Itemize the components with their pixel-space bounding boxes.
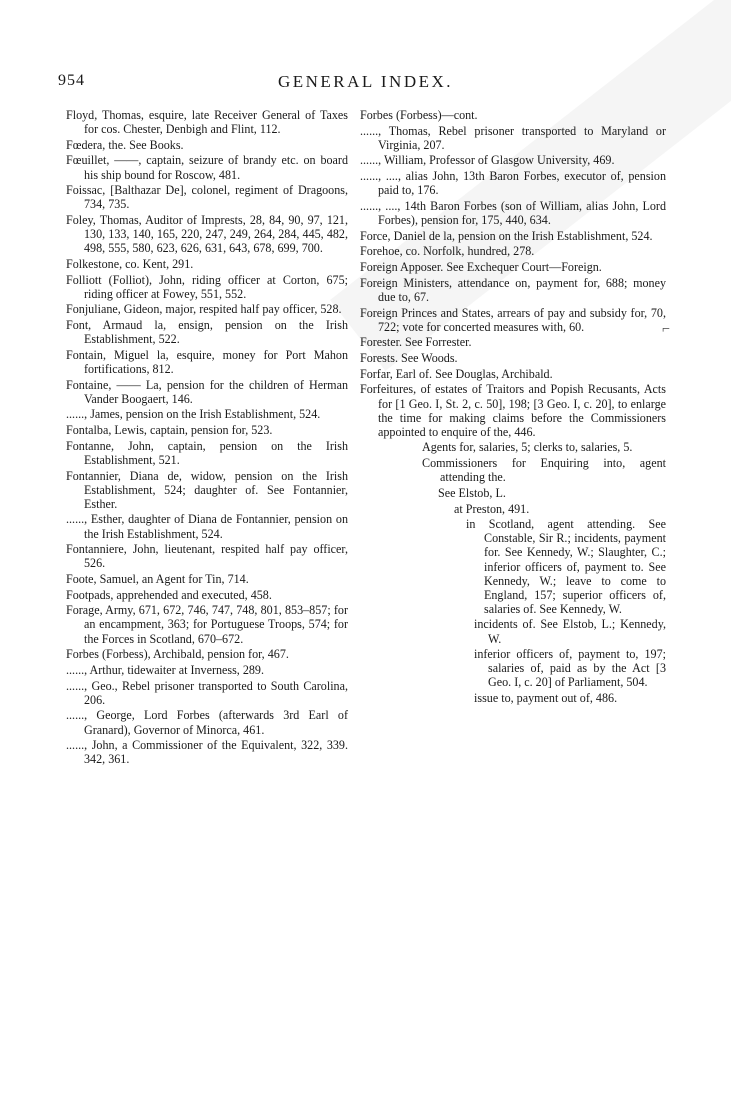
- index-entry: Forbes (Forbess)—cont.: [360, 108, 478, 122]
- index-entry: Forests. See Woods.: [360, 351, 458, 366]
- index-subentry: at Preston, 491.: [454, 501, 530, 516]
- index-subentry: See Elstob, L.: [438, 485, 506, 500]
- index-entry: Forage, Army, 671, 672, 746, 747, 748, 801, 853–857; for an encampment, 363; for Portuguese Troops, 574; for the Forces in Scotland, 670–672.: [66, 603, 348, 646]
- index-entry: Fontalba, Lewis, captain, pension for, 523.: [66, 423, 273, 438]
- index-entry: ......, William, Professor of Glasgow University, 469.: [360, 153, 615, 168]
- index-entry: Fontanne, John, captain, pension on the Irish Establishment, 521.: [66, 438, 348, 467]
- index-entry: Fontannier, Diana de, widow, pension on the Irish Establishment, 524; daughter of. See Fontannier, Esther.: [66, 468, 348, 511]
- index-entry: Foreign Apposer. See Exchequer Court—Foreign.: [360, 260, 602, 275]
- index-entry: Forfeitures, of estates of Traitors and Popish Recusants, Acts for [1 Geo. I, St. 2, c. 50], 198; [3 Geo. I, c. 20], to enlarge the time for making claims before the Commissioners appointed to enquire of the, 446.: [360, 382, 666, 439]
- index-entry: Fontain, Miguel la, esquire, money for Port Mahon fortifications, 812.: [66, 347, 348, 376]
- index-entry: Foote, Samuel, an Agent for Tin, 714.: [66, 572, 249, 586]
- margin-tick-mark: ⌐: [662, 322, 670, 337]
- page-title: GENERAL INDEX.: [277, 72, 454, 91]
- index-entry: Fontanniere, John, lieutenant, respited half pay officer, 526.: [66, 542, 348, 571]
- right-column: [360, 108, 666, 707]
- index-entry: Font, Armaud la, ensign, pension on the Irish Establishment, 522.: [66, 318, 348, 347]
- index-entry: Foreign Princes and States, arrears of pay and subsidy for, 70, 722; vote for concerted measures with, 60.: [360, 305, 666, 334]
- index-entry: ......, Geo., Rebel prisoner transported to South Carolina, 206.: [66, 678, 348, 707]
- index-subentry: issue to, payment out of, 486.: [474, 691, 618, 706]
- index-entry: ......, Esther, daughter of Diana de Fontannier, pension on the Irish Establishment, 524.: [66, 512, 348, 541]
- page-number: 954: [58, 72, 85, 89]
- index-entry: Footpads, apprehended and executed, 458.: [66, 587, 272, 602]
- index-entry: Force, Daniel de la, pension on the Irish Establishment, 524.: [360, 228, 653, 243]
- index-subentry: Commissioners for Enquiring into, agent attending the.: [422, 456, 666, 485]
- index-entry: ......, George, Lord Forbes (afterwards 3rd Earl of Granard), Governor of Minorca, 461.: [66, 708, 348, 737]
- index-entry: Folkestone, co. Kent, 291.: [66, 256, 194, 271]
- index-entry: Fonjuliane, Gideon, major, respited half pay officer, 528.: [66, 302, 342, 317]
- index-entry: ......, John, a Commissioner of the Equivalent, 322, 339. 342, 361.: [66, 738, 348, 767]
- page-header: [56, 72, 675, 96]
- index-entry: Fœdera, the. See Books.: [66, 137, 184, 152]
- index-entry: Folliott (Folliot), John, riding officer at Corton, 675; riding officer at Fowey, 551, 552.: [66, 272, 348, 301]
- index-entry: ......, ...., alias John, 13th Baron Forbes, executor of, pension paid to, 176.: [360, 169, 666, 198]
- index-entry: Forbes (Forbess), Archibald, pension for, 467.: [66, 647, 289, 662]
- index-entry: ......, James, pension on the Irish Establishment, 524.: [66, 407, 321, 422]
- index-entry: Foissac, [Balthazar De], colonel, regiment of Dragoons, 734, 735.: [66, 183, 348, 212]
- index-entry: Fontaine, —— La, pension for the children of Herman Vander Boogaert, 146.: [66, 377, 348, 406]
- index-subentry: inferior officers of, payment to, 197; salaries of, paid as by the Act [3 Geo. I, c. 20] of Parliament, 504.: [474, 647, 666, 690]
- index-entry: Foreign Ministers, attendance on, payment for, 688; money due to, 67.: [360, 275, 666, 304]
- index-entry: ......, ...., 14th Baron Forbes (son of William, alias John, Lord Forbes), pension for, 175, 440, 634.: [360, 198, 666, 228]
- index-entry: Forfar, Earl of. See Douglas, Archibald.: [360, 366, 553, 381]
- index-subentry: incidents of. See Elstob, L.; Kennedy, W.: [474, 617, 666, 646]
- index-entry: Floyd, Thomas, esquire, late Receiver General of Taxes for cos. Chester, Denbigh and Flint, 112.: [66, 108, 348, 137]
- left-column: [66, 108, 348, 768]
- index-entry: ......, Arthur, tidewaiter at Inverness, 289.: [66, 662, 265, 677]
- index-entry: Foley, Thomas, Auditor of Imprests, 28, 84, 90, 97, 121, 130, 133, 140, 165, 220, 247, 249, 264, 284, 445, 482, 498, 555, 580, 623, 626, 631, 643, 678, 699, 700.: [66, 213, 348, 256]
- index-entry: Forester. See Forrester.: [360, 335, 472, 350]
- index-subentry: in Scotland, agent attending. See Constable, Sir R.; incidents, payment for. See Kennedy, W.; Slaughter, C.; inferior officers of, payment to. See Kennedy, W.; leave to come to England, 157; superior officers of, salaries of. See Kennedy, W.: [466, 517, 666, 616]
- index-entry: ......, Thomas, Rebel prisoner transported to Maryland or Virginia, 207.: [360, 123, 666, 152]
- index-entry: Fœuillet, ——, captain, seizure of brandy etc. on board his ship bound for Roscow, 481.: [66, 153, 348, 182]
- index-entry: Forehoe, co. Norfolk, hundred, 278.: [360, 244, 535, 259]
- index-subentry: Agents for, salaries, 5; clerks to, salaries, 5.: [422, 440, 633, 455]
